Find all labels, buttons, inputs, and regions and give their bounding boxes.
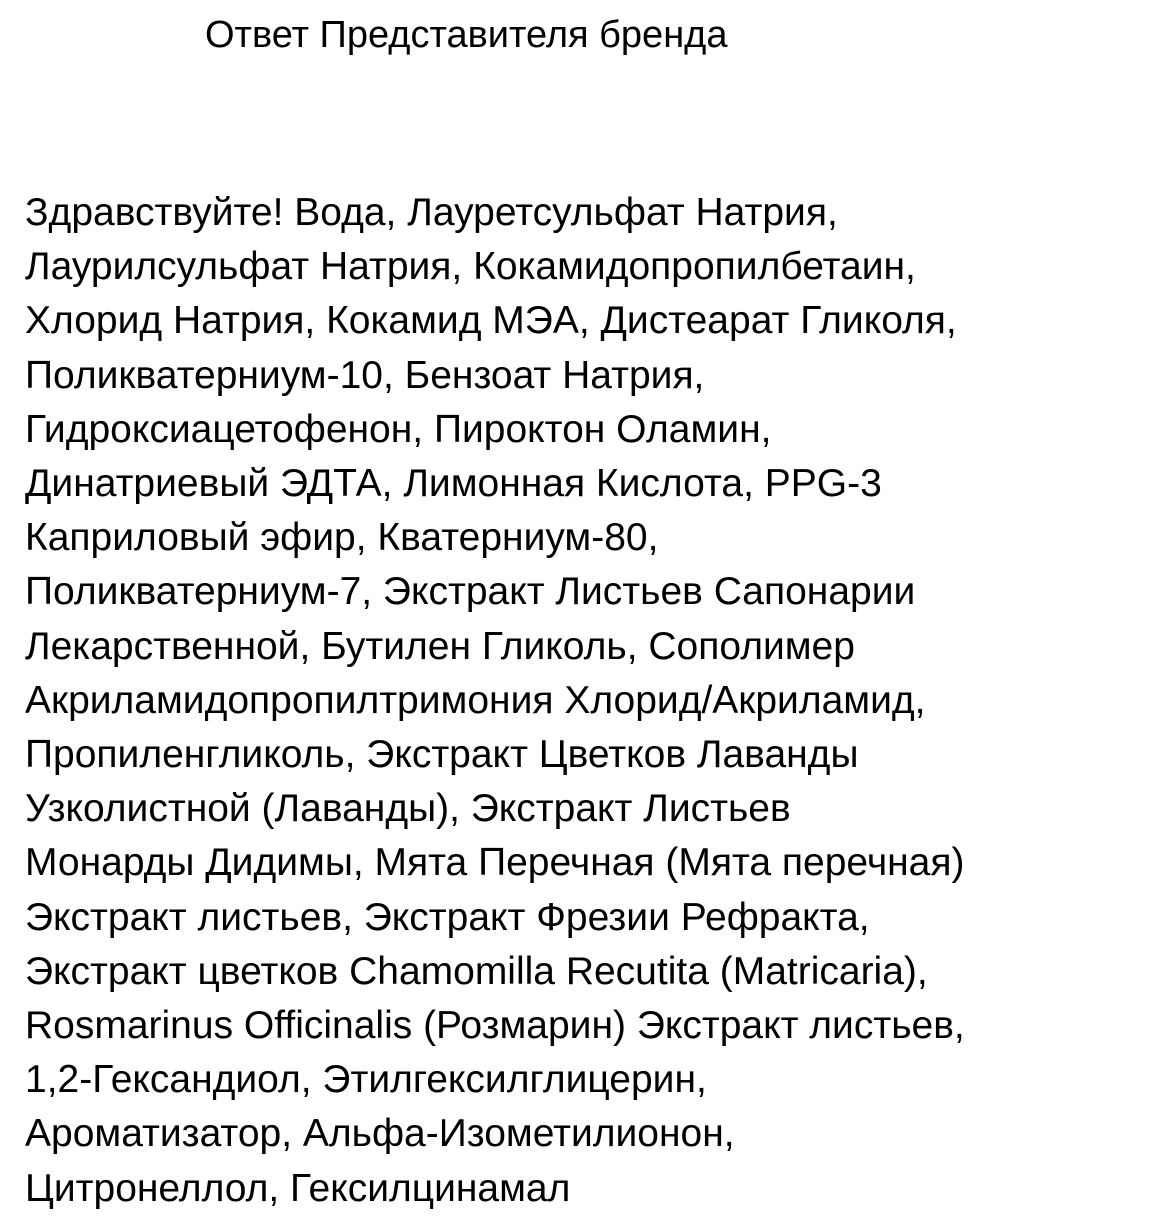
answer-line: Узколистной (Лаванды), Экстракт Листьев (25, 787, 791, 831)
answer-line: Экстракт листьев, Экстракт Фрезии Рефракта, (25, 895, 870, 939)
answer-line: Монарды Дидимы, Мята Перечная (Мята перечная) (25, 841, 965, 885)
answer-line: Хлорид Натрия, Кокамид МЭА, Дистеарат Гликоля, (25, 299, 957, 343)
answer-line: Поликватерниум-7, Экстракт Листьев Сапонарии (25, 570, 916, 614)
answer-line: Акриламидопропилтримония Хлорид/Акриламид, (25, 678, 926, 722)
answer-line: 1,2-Гександиол, Этилгексилглицерин, (25, 1058, 707, 1102)
page-title: Ответ Представителя бренда (205, 14, 728, 56)
answer-text (25, 186, 1150, 1216)
answer-line: Цитронеллол, Гексилцинамал (25, 1166, 571, 1210)
answer-line: Лекарственной, Бутилен Гликоль, Сополимер (25, 624, 855, 668)
answer-line: Здравствуйте! Вода, Лауретсульфат Натрия, (25, 191, 838, 234)
answer-line: Пропиленгликоль, Экстракт Цветков Лаванды (25, 733, 859, 777)
answer-line: Лаурилсульфат Натрия, Кокамидопропилбетаин, (25, 245, 916, 289)
answer-line: Экстракт цветков Chamomilla Recutita (Matricaria), (25, 949, 928, 993)
answer-line: Каприловый эфир, Кватерниум-80, (25, 516, 659, 560)
answer-line: Rosmarinus Officinalis (Розмарин) Экстракт листьев, (25, 1004, 965, 1048)
answer-line: Динатриевый ЭДТА, Лимонная Кислота, PPG-3 (25, 462, 882, 506)
answer-line: Ароматизатор, Альфа-Изометилионон, (25, 1112, 735, 1156)
answer-line: Поликватерниум-10, Бензоат Натрия, (25, 353, 705, 397)
answer-line: Гидроксиацетофенон, Пироктон Оламин, (25, 407, 772, 451)
